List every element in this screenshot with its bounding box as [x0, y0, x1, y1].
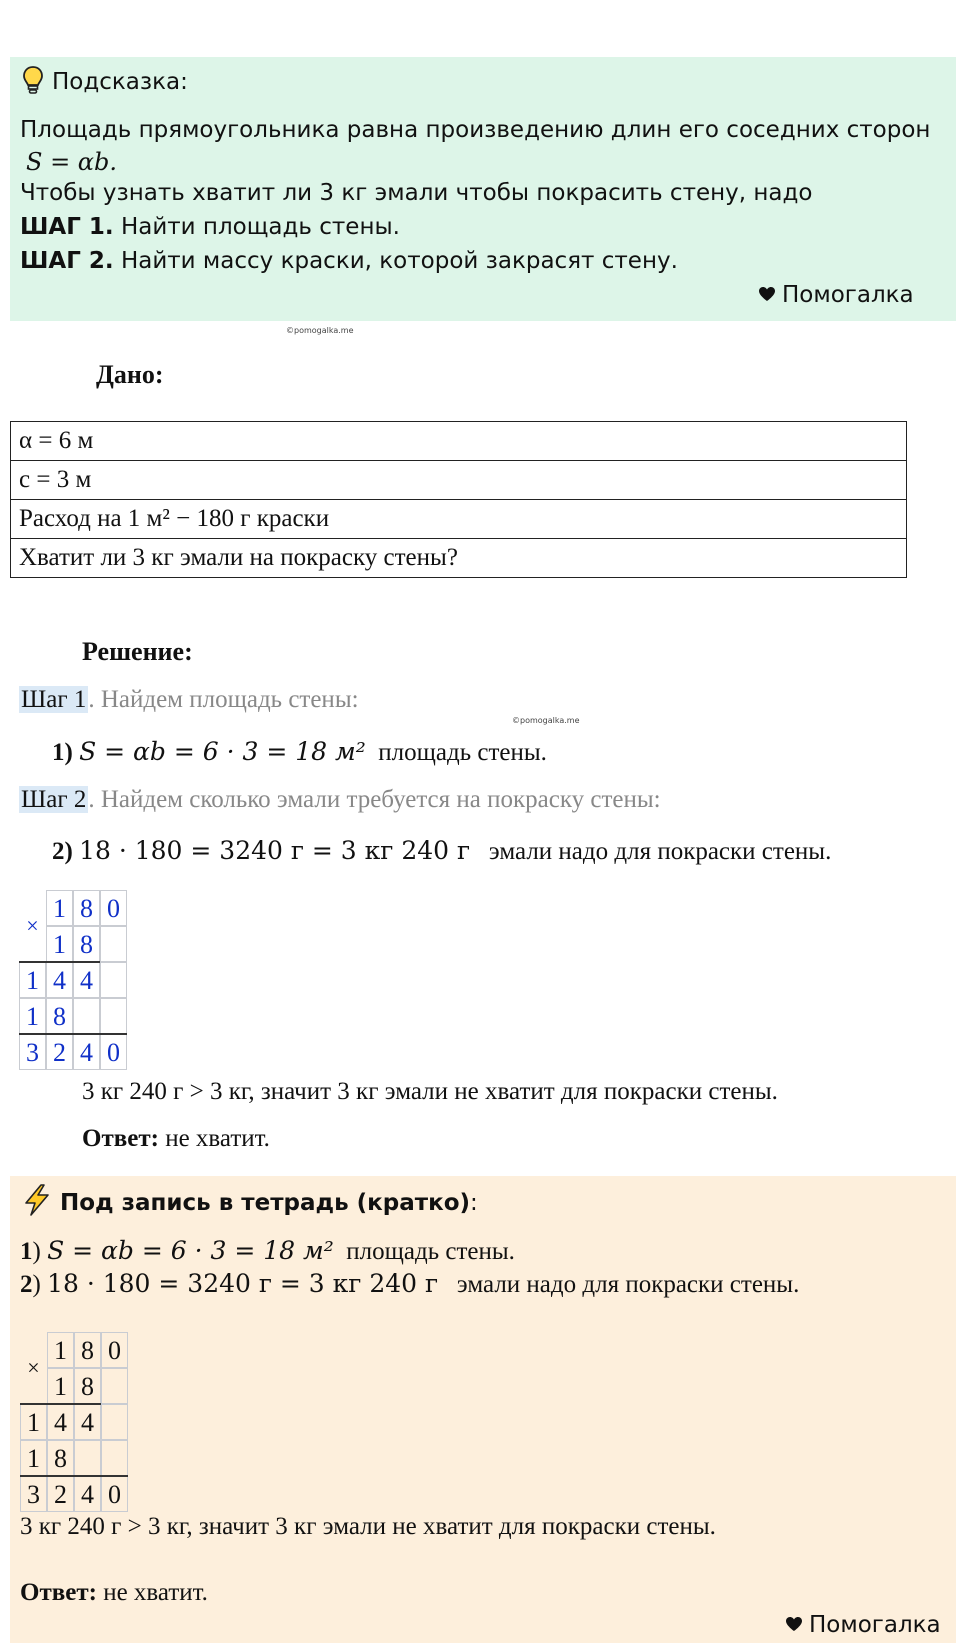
answer — [82, 1125, 270, 1153]
equation-1-text: площадь стены. — [378, 739, 547, 766]
given-cell: α = 6 м — [11, 422, 907, 461]
equation-2-text: эмали надо для покраски стены. — [488, 838, 832, 865]
grid-cell: 0 — [100, 1034, 127, 1070]
grid-cell: 1 — [46, 890, 73, 926]
note-equation-1-number: 1 — [20, 1238, 33, 1265]
equation-1-number: 1) — [52, 739, 73, 766]
hint-step-2-label: ШАГ 2. — [20, 248, 114, 274]
grid-cell: 8 — [74, 1332, 101, 1368]
answer-label: Ответ: — [82, 1125, 159, 1152]
note-answer-label: Ответ: — [20, 1579, 97, 1606]
grid-cell — [100, 998, 127, 1034]
equation-2 — [52, 836, 831, 866]
given-row — [11, 539, 907, 578]
grid-cell: 0 — [101, 1476, 128, 1512]
given-row — [11, 422, 907, 461]
equation-1-formula: S = αb = 6 · 3 = 18 м² — [79, 737, 366, 766]
grid-cell: 0 — [101, 1332, 128, 1368]
grid-cell: 8 — [74, 1368, 101, 1404]
note-equation-1-formula: S = αb = 6 · 3 = 18 м² — [47, 1236, 334, 1265]
multiply-sign: × — [27, 1355, 40, 1380]
hint-step-1-label: ШАГ 1. — [20, 214, 114, 240]
hint-title: Подсказка: — [52, 69, 188, 95]
answer-text: не хватит. — [165, 1125, 270, 1152]
given-cell: Хватит ли 3 кг эмали на покраску стены? — [11, 539, 907, 578]
given-title: Дано: — [96, 360, 164, 389]
given-cell: c = 3 м — [11, 461, 907, 500]
grid-cell: 2 — [47, 1476, 74, 1512]
step-2-text: Найдем сколько эмали требуется на покраску стены: — [100, 786, 661, 813]
grid-cell — [74, 1440, 101, 1476]
hint-step-1 — [20, 214, 400, 240]
grid-cell: 3 — [19, 1034, 46, 1070]
grid-cell: 8 — [47, 1440, 74, 1476]
brand-name: Помогалка — [809, 1612, 941, 1638]
grid-cell: 4 — [74, 1404, 101, 1440]
sum-line — [19, 961, 100, 963]
watermark: ©pomogalka.me — [286, 326, 354, 335]
note-title: Под запись в тетрадь (кратко) — [60, 1190, 471, 1216]
solution-step-2: Шаг 2. Найдем сколько эмали требуется на покраску стены: — [21, 786, 661, 813]
note-equation-1: 1) S = αb = 6 · 3 = 18 м² площадь стены. — [20, 1236, 515, 1265]
given-row — [11, 461, 907, 500]
note-answer — [20, 1579, 208, 1607]
brand-note — [785, 1612, 941, 1638]
grid-cell: 1 — [47, 1368, 74, 1404]
hint-line-3: Чтобы узнать хватит ли 3 кг эмали чтобы покрасить стену, надо — [20, 180, 813, 206]
brand-name: Помогалка — [782, 282, 914, 308]
sum-line — [19, 1033, 127, 1035]
heart-icon — [758, 282, 776, 308]
grid-cell — [101, 1440, 128, 1476]
grid-cell — [101, 1404, 128, 1440]
grid-cell — [100, 962, 127, 998]
grid-cell: 4 — [46, 962, 73, 998]
note-equation-1-text: площадь стены. — [346, 1238, 515, 1265]
grid-cell: 8 — [73, 890, 100, 926]
equation-1 — [52, 737, 547, 767]
grid-cell — [101, 1368, 128, 1404]
grid-cell: 1 — [19, 962, 46, 998]
sum-line — [20, 1403, 101, 1405]
note-answer-text: не хватит. — [103, 1579, 208, 1606]
multiply-sign: × — [26, 913, 39, 938]
grid-cell: 0 — [100, 890, 127, 926]
hint-box — [10, 57, 956, 321]
step-1-text: Найдем площадь стены: — [100, 686, 359, 713]
hint-step-2 — [20, 248, 678, 274]
note-equation-2-text: эмали надо для покраски стены. — [456, 1271, 800, 1298]
grid-cell — [100, 926, 127, 962]
short-note-box — [10, 1176, 956, 1643]
grid-cell: 3 — [20, 1476, 47, 1512]
grid-cell: 8 — [73, 926, 100, 962]
grid-cell: 8 — [46, 998, 73, 1034]
grid-cell: 4 — [74, 1476, 101, 1512]
grid-cell: 1 — [20, 1440, 47, 1476]
grid-cell: 2 — [46, 1034, 73, 1070]
hint-step-2-text: Найти массу краски, которой закрасят стену. — [120, 248, 678, 274]
hint-formula: S = αb. — [26, 148, 118, 176]
hint-step-1-text: Найти площадь стены. — [120, 214, 400, 240]
note-header — [22, 1184, 478, 1222]
solution-title: Решение: — [82, 637, 193, 666]
grid-cell: 1 — [46, 926, 73, 962]
grid-cell: 4 — [73, 1034, 100, 1070]
grid-cell — [73, 998, 100, 1034]
lightbulb-icon — [22, 65, 44, 99]
grid-cell: 1 — [19, 998, 46, 1034]
note-comparison: 3 кг 240 г > 3 кг, значит 3 кг эмали не хватит для покраски стены. — [20, 1513, 716, 1540]
watermark: ©pomogalka.me — [512, 716, 580, 725]
grid-cell: 1 — [47, 1332, 74, 1368]
hint-header — [22, 65, 188, 99]
solution-step-1: Шаг 1. Найдем площадь стены: — [21, 686, 359, 713]
step-1-label: Шаг 1 — [21, 686, 87, 713]
note-equation-2-formula: 18 · 180 = 3240 г = 3 кг 240 г — [47, 1269, 439, 1298]
heart-icon — [785, 1612, 803, 1638]
note-title-colon: : — [470, 1190, 478, 1216]
given-row — [11, 500, 907, 539]
comparison: 3 кг 240 г > 3 кг, значит 3 кг эмали не хватит для покраски стены. — [82, 1078, 778, 1105]
grid-cell: 4 — [47, 1404, 74, 1440]
sum-line — [20, 1475, 128, 1477]
equation-2-number: 2) — [52, 838, 73, 865]
step-2-label: Шаг 2 — [21, 786, 87, 813]
brand-hint — [758, 282, 914, 308]
given-cell: Расход на 1 м² − 180 г краски — [11, 500, 907, 539]
note-equation-2-number: 2 — [20, 1271, 33, 1298]
equation-2-formula: 18 · 180 = 3240 г = 3 кг 240 г — [79, 836, 471, 865]
grid-cell: 4 — [73, 962, 100, 998]
grid-cell: 1 — [20, 1404, 47, 1440]
lightning-icon — [22, 1184, 52, 1222]
note-equation-2: 2) 18 · 180 = 3240 г = 3 кг 240 г эмали надо для покраски стены. — [20, 1269, 800, 1298]
given-table — [10, 421, 907, 578]
hint-line-1: Площадь прямоугольника равна произведению длин его соседних сторон — [20, 117, 931, 143]
